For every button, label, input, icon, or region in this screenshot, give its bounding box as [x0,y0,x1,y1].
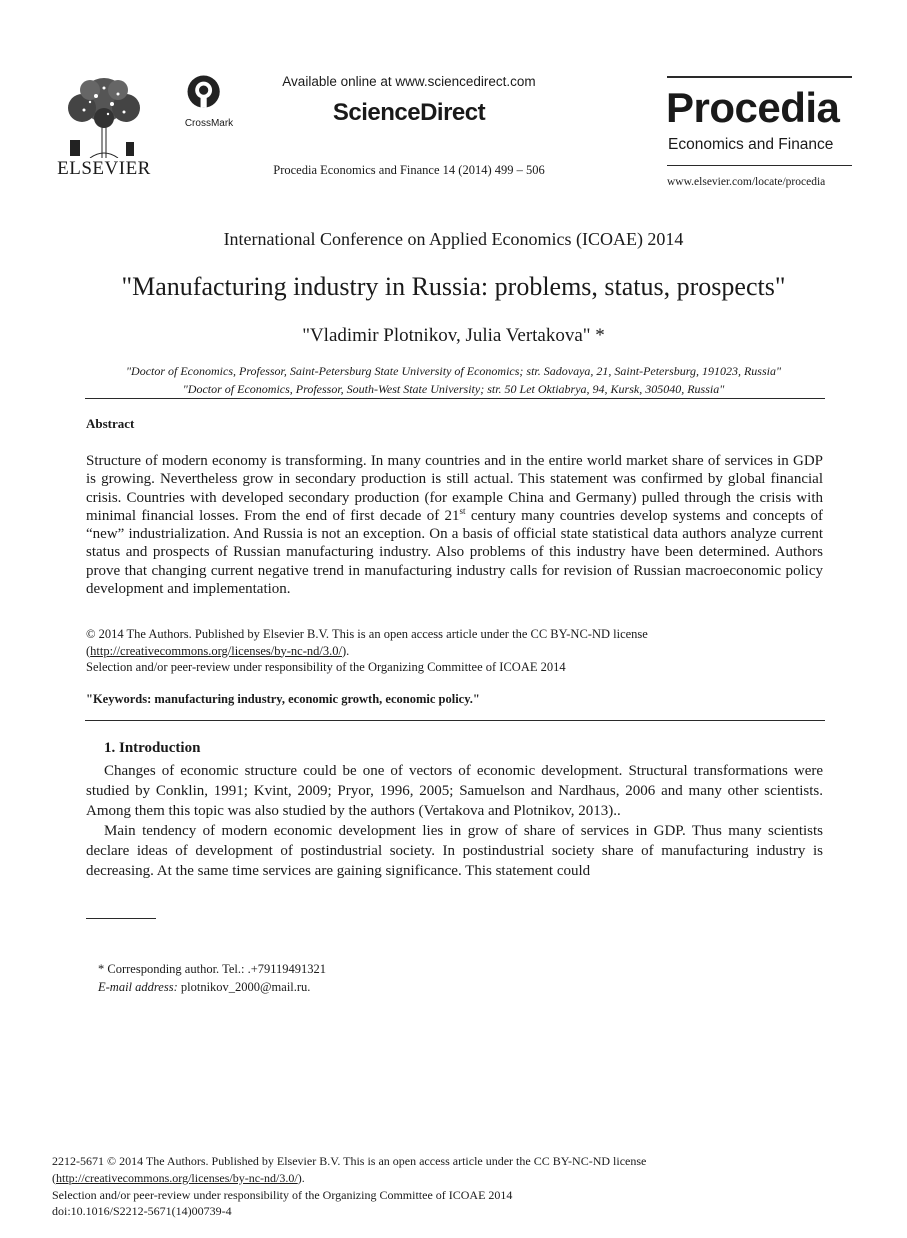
page-footer: 2212-5671 © 2014 The Authors. Published by Elsevier B.V. This is an open access article under the CC BY-NC-ND license (http://creativecommons.org/licenses/by-nc-nd/3.0/). Selection and/or peer-review under responsibility of the Organizing Committee of ICOAE 2014 doi:10.1016/S2212-5671(14)00739-4 [52,1153,812,1220]
affiliation-1: "Doctor of Economics, Professor, Saint-Petersburg State University of Economics; str. Sadovaya, 21, Saint-Petersburg, 191023, Russia" [125,364,781,378]
elsevier-tree-icon [60,74,148,158]
paragraph: Changes of economic structure could be one of vectors of economic development. Structural transformations were studied by Conklin, 1991; Kvint, 2009; Pryor, 1996, 2005; Samuelson and Nardhaus, 2006 and many other scientists. Among them this topic was also studied by the authors (Vertakova and Plotnikov, 2013).. [86,763,823,819]
procedia-top-rule [667,76,852,78]
crossmark-label: CrossMark [184,118,234,129]
procedia-url: www.elsevier.com/locate/procedia [667,176,826,188]
available-online-text: Available online at www.sciencedirect.com [282,74,536,89]
paragraph: Main tendency of modern economic development lies in grow of share of services in GDP. Thus many scientists declare ideas of development of postindustrial society. In postindustrial society share of manufacturing industry is decreasing. At the same time services are gaining significance. This statement could [86,823,823,879]
elsevier-logo [54,74,154,184]
corresponding-author-note: * Corresponding author. Tel.: .+79119491321 [98,962,327,976]
affiliation-2: "Doctor of Economics, Professor, South-West State University; str. 50 Let Oktiabrya, 94, Kursk, 305040, Russia" [182,382,725,396]
copyright-notice: © 2014 The Authors. Published by Elsevier B.V. This is an open access article under the CC BY-NC-ND license (http://creativecommons.org/licenses/by-nc-nd/3.0/). Selection and/or peer-review under responsibility of the Organizing Committee of ICOAE 2014 [86,627,648,674]
header-divider [85,398,825,399]
email-note: E-mail address: plotnikov_2000@mail.ru. [98,980,311,994]
elsevier-wordmark: ELSEVIER [57,158,151,179]
footnote-rule [86,918,156,919]
abstract-heading: Abstract [86,416,135,431]
license-link[interactable]: http://creativecommons.org/licenses/by-nc-nd/3.0/ [90,643,342,658]
paper-authors: "Vladimir Plotnikov, Julia Vertakova" * [302,325,605,346]
introduction-text [86,761,823,881]
procedia-subtitle: Economics and Finance [668,136,834,153]
section-heading-introduction: 1. Introduction [104,740,201,756]
doi[interactable]: doi:10.1016/S2212-5671(14)00739-4 [52,1204,232,1219]
abstract-text: Structure of modern economy is transforming. In many countries and in the entire world market share of services in GDP is growing. Nevertheless grow in secondary production is still actual. This statement was confirmed by global financial crisis. Countries with developed secondary production (for example China and Germany) pulled through the crisis with minimal financial losses. From the end of first decade of 21st century many countries develop systems and concepts of “new” industrialization. And Russia is not an exception. On a basis of official state statistical data authors analyze current status and prospects of Russian manufacturing industry. Also problems of this industry have been determined. Authors prove that changing current negative trend in manufacturing industry calls for revision of Russian macroeconomic policy development and implementation. [86,453,824,598]
footer-license-link[interactable]: http://creativecommons.org/licenses/by-nc-nd/3.0/ [56,1170,298,1185]
keywords: "Keywords: manufacturing industry, economic growth, economic policy." [86,692,480,706]
conference-name: International Conference on Applied Economics (ICOAE) 2014 [223,229,684,249]
paper-title: "Manufacturing industry in Russia: problems, status, prospects" [121,272,786,301]
procedia-rule [667,165,852,166]
abstract-divider [85,720,825,721]
journal-reference: Procedia Economics and Finance 14 (2014) 499 – 506 [273,163,545,177]
procedia-logo: Procedia [666,84,840,131]
sciencedirect-logo: ScienceDirect [332,99,486,126]
crossmark-icon[interactable] [186,74,232,120]
